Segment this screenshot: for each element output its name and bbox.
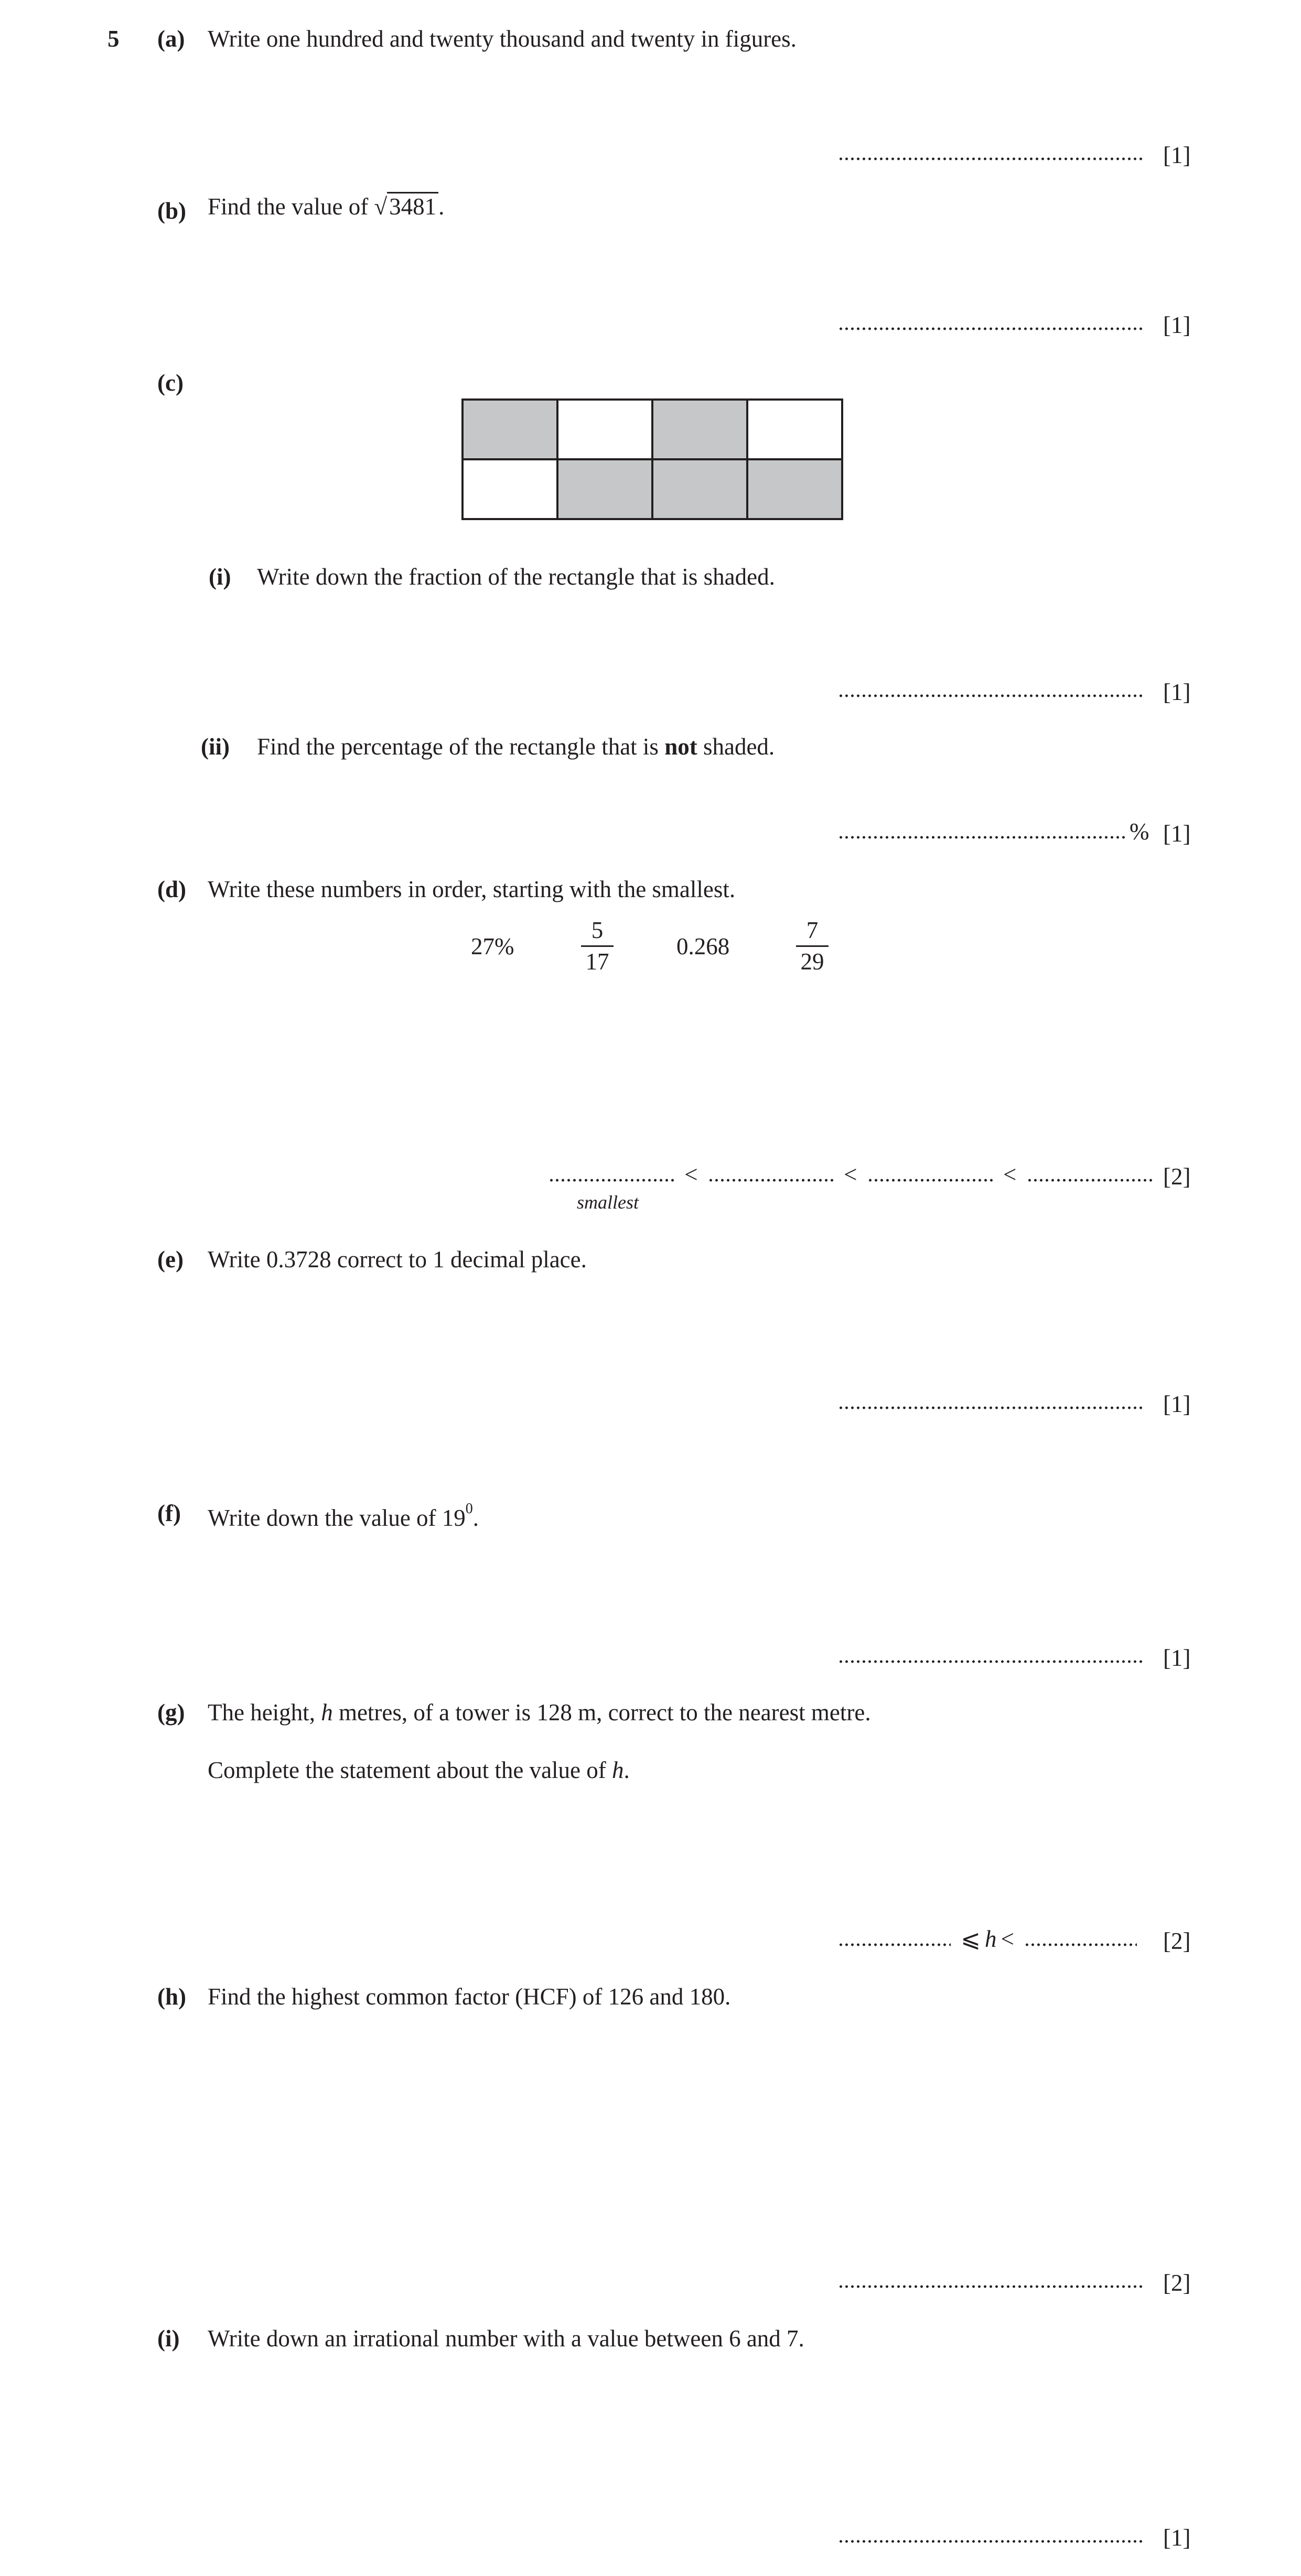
part-i-marks: [1] <box>1163 2525 1191 2551</box>
less-than-symbol: < <box>844 1161 857 1188</box>
square-root-expression <box>374 195 438 219</box>
part-g-line2-after: . <box>623 1757 630 1783</box>
part-g-line2-before: Complete the statement about the value of <box>208 1757 606 1783</box>
percent-unit: % <box>1130 818 1149 845</box>
part-i-text: Write down an irrational number with a value between 6 and 7. <box>208 2325 804 2352</box>
part-g-line-1 <box>208 1701 871 1724</box>
part-a-label: (a) <box>157 26 185 52</box>
ordering-slot-3[interactable] <box>867 1167 993 1182</box>
part-f-text-after: . <box>472 1505 479 1531</box>
part-c-i-text: Write down the fraction of the rectangle that is shaded. <box>257 564 775 590</box>
part-h-label: (h) <box>157 1984 186 2010</box>
fraction-denominator: 29 <box>800 949 824 975</box>
part-f-text-before: Write down the value of 19 <box>208 1505 466 1531</box>
radicand: 3481 <box>387 192 438 220</box>
part-b-text <box>208 195 444 219</box>
question-number: 5 <box>107 26 120 52</box>
number-27-percent: 27% <box>471 933 514 960</box>
part-f-label: (f) <box>157 1500 181 1526</box>
part-h-marks: [2] <box>1163 2270 1191 2296</box>
grid-cell-unshaded <box>557 400 652 459</box>
fraction-numerator: 7 <box>806 917 819 943</box>
part-b-answer-line[interactable] <box>838 311 1145 335</box>
part-b-label: (b) <box>157 198 186 224</box>
part-b-text-after: . <box>438 193 445 220</box>
part-h-text: Find the highest common factor (HCF) of 126 and 180. <box>208 1984 731 2010</box>
lower-bound-slot[interactable] <box>838 1931 951 1947</box>
part-c-ii-marks: [1] <box>1163 821 1191 847</box>
variable-h: h <box>612 1757 624 1783</box>
shaded-rectangle-grid <box>461 398 843 520</box>
part-i-label: (i) <box>157 2325 180 2352</box>
upper-bound-slot[interactable] <box>1024 1931 1137 1947</box>
less-than-or-equal-symbol: ⩽ <box>961 1926 981 1952</box>
fraction-7-29 <box>796 919 829 974</box>
part-i-answer-line[interactable] <box>838 2524 1145 2548</box>
radical-sign-icon: √ <box>374 193 388 220</box>
part-b-text-before: Find the value of <box>208 193 369 220</box>
part-c-ii-answer-line[interactable] <box>838 820 1149 844</box>
number-0-268: 0.268 <box>676 933 730 960</box>
part-e-marks: [1] <box>1163 1391 1191 1417</box>
part-g-marks: [2] <box>1163 1928 1191 1954</box>
grid-cell-shaded <box>652 459 747 519</box>
part-c-ii-label: (ii) <box>201 734 230 760</box>
part-f-text <box>208 1502 479 1530</box>
grid-cell-shaded <box>747 459 842 519</box>
less-than-symbol: < <box>684 1161 698 1188</box>
part-c-i-answer-line[interactable] <box>838 678 1145 702</box>
variable-h: h <box>321 1699 333 1726</box>
part-d-marks: [2] <box>1163 1163 1191 1190</box>
less-than-symbol: < <box>1003 1161 1017 1188</box>
part-f-answer-line[interactable] <box>838 1644 1145 1668</box>
part-d-text: Write these numbers in order, starting with the smallest. <box>208 876 736 902</box>
part-c-ii-text-before: Find the percentage of the rectangle that is <box>257 734 659 760</box>
ordering-answer-row <box>549 1163 1153 1187</box>
part-b-marks: [1] <box>1163 312 1191 338</box>
part-c-label: (c) <box>157 370 184 396</box>
part-c-ii-text <box>257 735 775 759</box>
part-c-ii-text-bold: not <box>664 734 697 760</box>
part-h-answer-line[interactable] <box>838 2269 1145 2293</box>
grid-cell-unshaded <box>463 459 557 519</box>
grid-cell-shaded <box>557 459 652 519</box>
part-g-line1-after: metres, of a tower is 128 m, correct to the nearest metre. <box>338 1699 871 1726</box>
part-d-label: (d) <box>157 876 186 902</box>
ordering-slot-4[interactable] <box>1027 1167 1153 1182</box>
less-than-symbol: < <box>1001 1926 1014 1952</box>
part-c-i-marks: [1] <box>1163 679 1191 705</box>
fraction-5-17 <box>581 919 614 974</box>
bounds-answer-row <box>838 1927 1137 1951</box>
part-a-answer-line[interactable] <box>838 142 1145 165</box>
ordering-slot-1[interactable] <box>549 1167 674 1182</box>
part-a-marks: [1] <box>1163 142 1191 168</box>
part-a-text: Write one hundred and twenty thousand and twenty in figures. <box>208 26 797 52</box>
fraction-bar <box>581 945 614 947</box>
fraction-bar <box>796 945 829 947</box>
part-g-label: (g) <box>157 1699 185 1726</box>
grid-cell-shaded <box>652 400 747 459</box>
ordering-slot-2[interactable] <box>708 1167 834 1182</box>
grid-cell-shaded <box>463 400 557 459</box>
part-e-text: Write 0.3728 correct to 1 decimal place. <box>208 1246 587 1273</box>
fraction-denominator: 17 <box>585 949 609 975</box>
part-e-answer-line[interactable] <box>838 1391 1145 1414</box>
part-e-label: (e) <box>157 1246 184 1273</box>
part-c-ii-text-after: shaded. <box>703 734 775 760</box>
part-g-line1-before: The height, <box>208 1699 315 1726</box>
part-g-line-2 <box>208 1759 630 1782</box>
part-c-i-label: (i) <box>209 564 231 590</box>
smallest-caption: smallest <box>577 1192 639 1213</box>
part-f-marks: [1] <box>1163 1645 1191 1671</box>
exponent: 0 <box>465 1501 473 1517</box>
fraction-numerator: 5 <box>591 917 604 943</box>
variable-h: h <box>984 1926 997 1952</box>
grid-cell-unshaded <box>747 400 842 459</box>
